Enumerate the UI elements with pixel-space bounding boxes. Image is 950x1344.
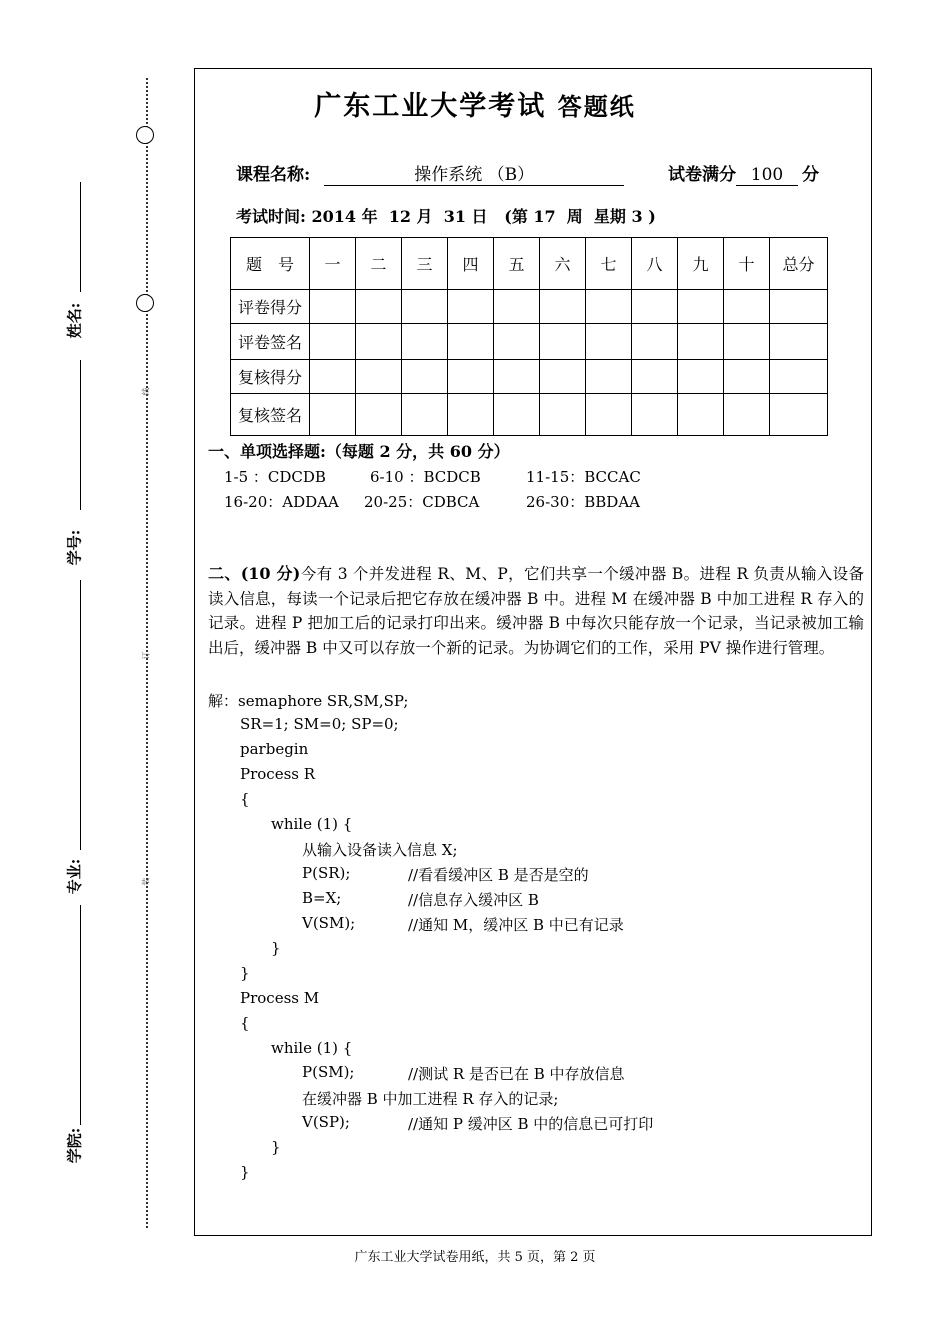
name-line (80, 182, 81, 292)
score-cell[interactable] (770, 324, 828, 360)
code-line: P(SM); (302, 1063, 355, 1081)
section2-question (208, 562, 864, 661)
score-cell[interactable] (494, 394, 540, 436)
title-main: 广东工业大学考试 (314, 91, 547, 122)
code-line: while (1) { (271, 815, 353, 833)
course-value: 操作系统 （B） (324, 160, 624, 186)
code-line: SR=1; SM=0; SP=0; (240, 715, 399, 733)
score-cell[interactable] (356, 394, 402, 436)
score-cell[interactable] (310, 360, 356, 394)
margin-mark-order: 订 (141, 651, 151, 660)
score-cell[interactable] (586, 290, 632, 324)
code-comment: //测试 R 是否已在 B 中存放信息 (408, 1065, 625, 1083)
id-line-top (80, 360, 81, 510)
score-cell[interactable] (724, 360, 770, 394)
score-cell[interactable] (540, 324, 586, 360)
score-cell[interactable] (586, 324, 632, 360)
table-row (231, 324, 828, 360)
score-cell[interactable] (724, 290, 770, 324)
code-line: V(SP); (302, 1113, 350, 1131)
row-label: 复核得分 (231, 360, 310, 394)
table-header-cell: 十 (724, 238, 770, 290)
table-header-cell: 九 (678, 238, 724, 290)
table-row (231, 360, 828, 394)
name-label: 姓名: (65, 302, 84, 339)
answer-1-5: 1-5 ：CDCDB (224, 468, 326, 486)
code-comment: //信息存入缓冲区 B (408, 891, 539, 909)
score-cell[interactable] (448, 394, 494, 436)
code-line: 在缓冲器 B 中加工进程 R 存入的记录; (302, 1090, 559, 1108)
title-sub: 答题纸 (557, 92, 636, 121)
score-cell[interactable] (724, 324, 770, 360)
section2-text: 今有 3 个并发进程 R、M、P，它们共享一个缓冲器 B。进程 R 负责从输入设备读入信息，每读一个记录后把它存放在缓冲器 B 中。进程 M 在缓冲器 B 中加工进程 R 存入的记录。进程 P 把加工后的记录打印出来。缓冲器 B 中每次只能存放一个记录，当记录被加工输出后，缓冲器 B 中又可以存放一个新的记录。为协调它们的工作，采用 PV 操作进行管理。 (208, 565, 864, 658)
score-cell[interactable] (632, 360, 678, 394)
score-cell[interactable] (494, 290, 540, 324)
score-cell[interactable] (724, 394, 770, 436)
score-cell[interactable] (678, 290, 724, 324)
table-header-cell: 四 (448, 238, 494, 290)
code-line: } (271, 939, 281, 957)
score-cell[interactable] (448, 324, 494, 360)
score-cell[interactable] (402, 290, 448, 324)
code-comment: //通知 P 缓冲区 B 中的信息已可打印 (408, 1115, 654, 1133)
score-table (230, 237, 828, 436)
score-cell[interactable] (586, 360, 632, 394)
course-row (236, 160, 624, 186)
table-row (231, 290, 828, 324)
major-label: 专业: (65, 858, 84, 895)
course-label: 课程名称: (236, 165, 311, 185)
score-cell[interactable] (540, 360, 586, 394)
full-score-label: 试卷满分 (668, 165, 736, 185)
college-label: 学院: (65, 1127, 84, 1164)
table-header-cell: 五 (494, 238, 540, 290)
code-comment: //通知 M，缓冲区 B 中已有记录 (408, 916, 624, 934)
table-header-cell: 三 (402, 238, 448, 290)
score-cell[interactable] (770, 290, 828, 324)
score-cell[interactable] (448, 290, 494, 324)
code-line: 从输入设备读入信息 X; (302, 841, 458, 859)
score-cell[interactable] (494, 360, 540, 394)
code-line: Process R (240, 765, 316, 783)
score-cell[interactable] (540, 290, 586, 324)
full-score-unit: 分 (802, 165, 819, 185)
score-cell[interactable] (770, 360, 828, 394)
answer-11-15: 11-15：BCCAC (526, 468, 641, 486)
binding-hole-top (136, 126, 154, 144)
exam-time: 考试时间: 2014 年 12 月 31 日 (第 17 周 星期 3 ) (236, 207, 656, 226)
code-comment: //看看缓冲区 B 是否是空的 (408, 866, 589, 884)
code-line: 解：semaphore SR,SM,SP; (208, 692, 409, 710)
binding-hole-bottom (136, 294, 154, 312)
section2-title: 二、(10 分) (208, 564, 301, 583)
code-line: } (240, 964, 250, 982)
code-line: P(SR); (302, 864, 351, 882)
table-row (231, 394, 828, 436)
student-id-label: 学号: (65, 529, 84, 566)
score-cell[interactable] (356, 290, 402, 324)
table-header-cell: 题 号 (231, 238, 310, 290)
score-cell[interactable] (402, 324, 448, 360)
score-cell[interactable] (310, 324, 356, 360)
score-cell[interactable] (678, 360, 724, 394)
answer-20-25: 20-25：CDBCA (364, 493, 480, 511)
code-line: { (240, 790, 250, 808)
table-header-cell: 六 (540, 238, 586, 290)
score-cell[interactable] (678, 394, 724, 436)
code-line: Process M (240, 989, 320, 1007)
id-line (80, 580, 81, 850)
answer-6-10: 6-10 ：BCDCB (370, 468, 481, 486)
code-line: B=X; (302, 889, 342, 907)
code-line: V(SM); (302, 914, 356, 932)
page-footer: 广东工业大学试卷用纸，共 5 页，第 2 页 (354, 1250, 596, 1265)
table-header-cell: 七 (586, 238, 632, 290)
table-header-cell: 总分 (770, 238, 828, 290)
score-cell[interactable] (310, 394, 356, 436)
score-cell[interactable] (356, 360, 402, 394)
score-cell[interactable] (494, 324, 540, 360)
full-score-row (668, 160, 819, 186)
table-header-cell: 八 (632, 238, 678, 290)
score-cell[interactable] (356, 324, 402, 360)
row-label: 评卷得分 (231, 290, 310, 324)
margin-mark-line: 线 (141, 387, 151, 396)
code-line: while (1) { (271, 1039, 353, 1057)
table-header-cell: 一 (310, 238, 356, 290)
answer-26-30: 26-30：BBDAA (526, 493, 640, 511)
score-cell[interactable] (632, 324, 678, 360)
score-cell[interactable] (770, 394, 828, 436)
margin-mark-bind: 装 (141, 877, 151, 886)
table-header-cell: 二 (356, 238, 402, 290)
score-cell[interactable] (540, 394, 586, 436)
score-cell[interactable] (586, 394, 632, 436)
score-header-row (231, 238, 828, 290)
full-score-value: 100 (736, 165, 798, 186)
score-cell[interactable] (448, 360, 494, 394)
row-label: 评卷签名 (231, 324, 310, 360)
score-cell[interactable] (678, 324, 724, 360)
code-line: } (271, 1138, 281, 1156)
score-cell[interactable] (402, 394, 448, 436)
code-line: parbegin (240, 740, 309, 758)
section1-title: 一、单项选择题:（每题 2 分，共 60 分） (208, 442, 510, 461)
page-title (0, 84, 950, 123)
answer-16-20: 16-20：ADDAA (224, 493, 339, 511)
row-label: 复核签名 (231, 394, 310, 436)
code-line: } (240, 1163, 250, 1181)
score-cell[interactable] (632, 394, 678, 436)
score-cell[interactable] (402, 360, 448, 394)
major-line (80, 905, 81, 1125)
score-cell[interactable] (632, 290, 678, 324)
score-cell[interactable] (310, 290, 356, 324)
code-line: { (240, 1014, 250, 1032)
